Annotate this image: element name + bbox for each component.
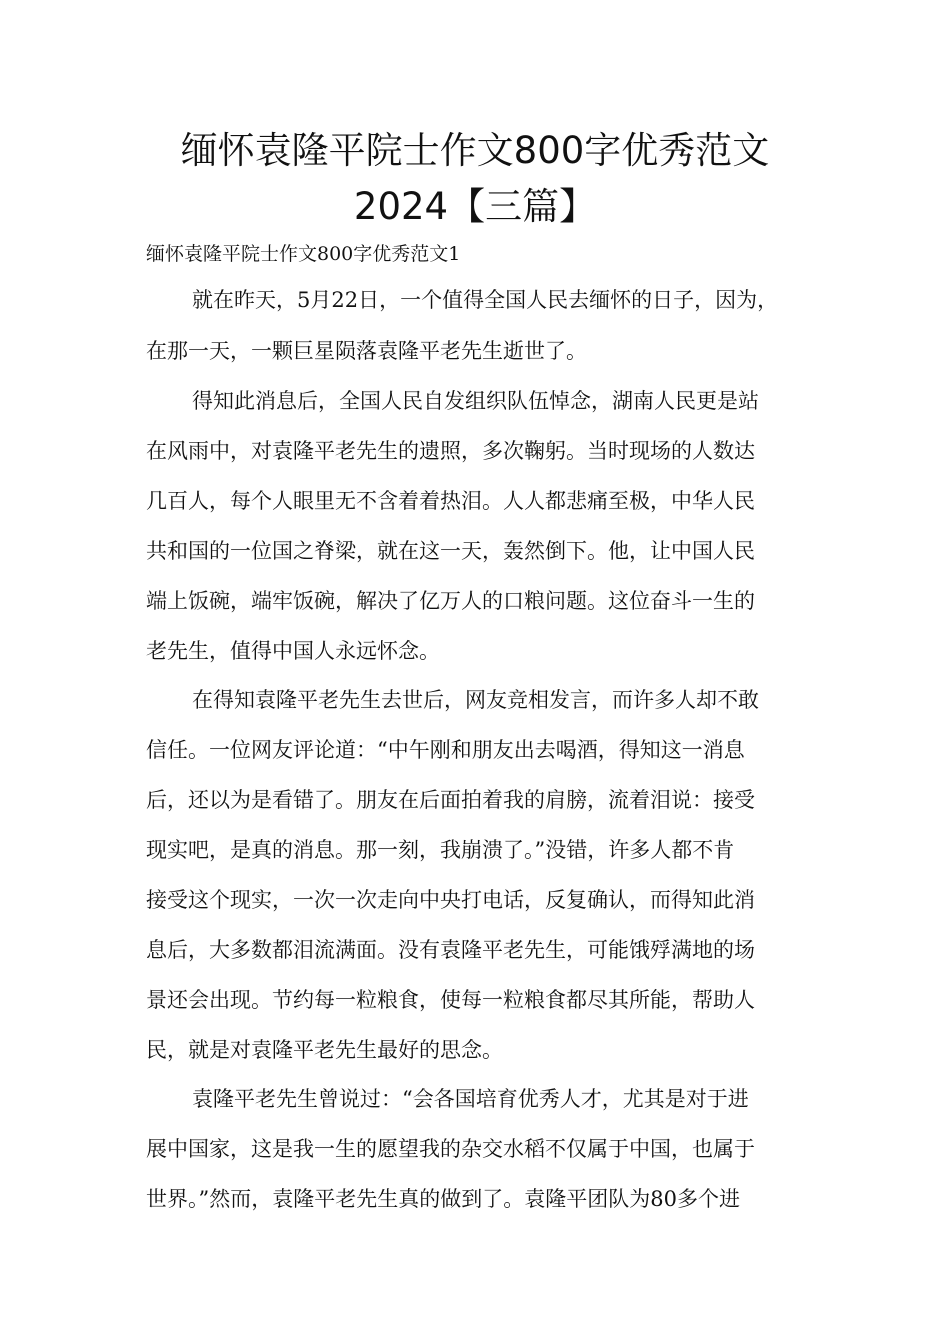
document-title-line-1: 缅怀袁隆平院士作文800字优秀范文 — [180, 129, 770, 172]
paragraph-3-line-7: 景还会出现。节约每一粒粮食，使每一粒粮食都尽其所能，帮助人 — [146, 988, 755, 1012]
paragraph-2-line-4: 共和国的一位国之脊梁，就在这一天，轰然倒下。他，让中国人民 — [146, 539, 755, 563]
paragraph-1-line-2: 在那一天，一颗巨星陨落袁隆平老先生逝世了。 — [146, 339, 587, 363]
paragraph-2-line-2: 在风雨中，对袁隆平老先生的遗照，多次鞠躬。当时现场的人数达 — [146, 439, 755, 463]
paragraph-2-line-3: 几百人，每个人眼里无不含着着热泪。人人都悲痛至极，中华人民 — [146, 489, 755, 513]
paragraph-3-line-3: 后，还以为是看错了。朋友在后面拍着我的肩膀，流着泪说：接受 — [146, 788, 755, 812]
paragraph-4-line-3: 世界。”然而，袁隆平老先生真的做到了。袁隆平团队为80多个进 — [146, 1187, 740, 1211]
paragraph-2-line-1: 得知此消息后，全国人民自发组织队伍悼念，湖南人民更是站 — [192, 389, 759, 413]
paragraph-3-line-6: 息后，大多数都泪流满面。没有袁隆平老先生，可能饿殍满地的场 — [146, 938, 755, 962]
paragraph-3-line-5: 接受这个现实，一次一次走向中央打电话，反复确认，而得知此消 — [146, 888, 755, 912]
paragraph-2-line-5: 端上饭碗，端牢饭碗，解决了亿万人的口粮问题。这位奋斗一生的 — [146, 589, 755, 613]
document-title-line-2: 2024【三篇】 — [353, 185, 597, 228]
paragraph-4-line-2: 展中国家，这是我一生的愿望我的杂交水稻不仅属于中国，也属于 — [146, 1137, 755, 1161]
paragraph-3-line-4: 现实吧，是真的消息。那一刻，我崩溃了。”没错，许多人都不肯 — [146, 838, 735, 862]
paragraph-2-line-6: 老先生，值得中国人永远怀念。 — [146, 639, 440, 663]
paragraph-1-line-1: 就在昨天，5月22日，一个值得全国人民去缅怀的日子，因为， — [192, 288, 779, 312]
paragraph-4-line-1: 袁隆平老先生曾说过：“会各国培育优秀人才，尤其是对于进 — [192, 1087, 749, 1111]
paragraph-3-line-8: 民，就是对袁隆平老先生最好的思念。 — [146, 1038, 503, 1062]
paragraph-3-line-2: 信任。一位网友评论道：“中午刚和朋友出去喝酒，得知这一消息 — [146, 738, 745, 762]
section-heading: 缅怀袁隆平院士作文800字优秀范文1 — [146, 243, 461, 265]
paragraph-3-line-1: 在得知袁隆平老先生去世后，网友竞相发言，而许多人却不敢 — [192, 688, 759, 712]
